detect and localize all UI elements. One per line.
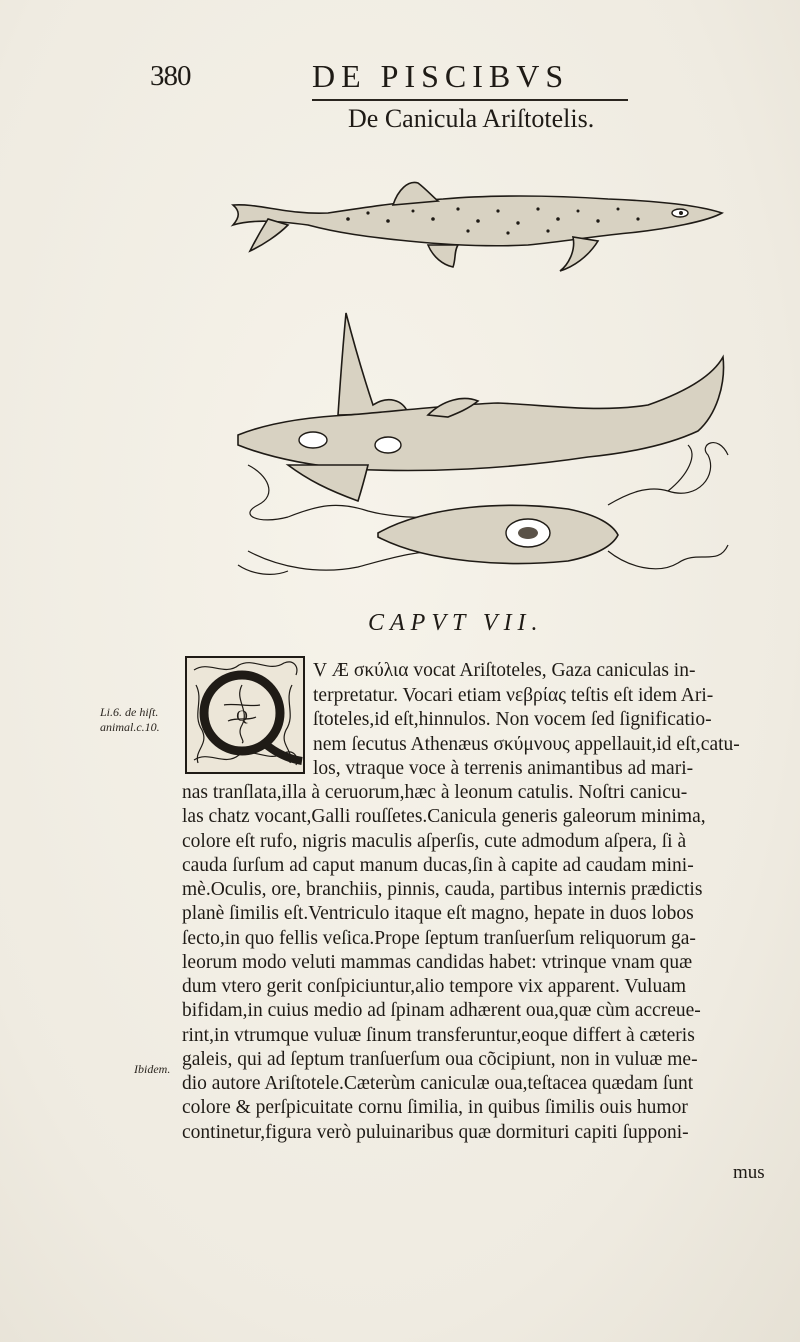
text-line: leorum modo veluti mammas candidas habet: vtrinque vnam quæ bbox=[182, 952, 693, 973]
dogfish-woodcut-icon bbox=[228, 175, 728, 280]
running-head: DE PISCIBVS bbox=[312, 58, 570, 94]
text-line: nas tranſlata,illa à ceruorum,hæc à leonum catulis. Noſtri canicu- bbox=[182, 782, 688, 803]
chapter-heading: CAPVT VII. bbox=[368, 610, 544, 636]
text-line: los, vtraque voce à terrenis animantibus ad mari- bbox=[313, 758, 694, 779]
catchword: mus bbox=[733, 1162, 765, 1183]
text-line: colore & perſpicuitate cornu ſimilia, in quibus ſimilis ouis humor bbox=[182, 1097, 688, 1118]
text-line: nem ſecutus Athenæus σκύμνους appellauit,id eſt,catu- bbox=[313, 734, 740, 755]
text-line: cauda ſurſum ad caput manum ducas,ſin à capite ad caudam mini- bbox=[182, 855, 694, 876]
decorated-initial-icon bbox=[184, 655, 306, 775]
text-line: bifidam,in cuius medio ad ſpinam adhærent oua,quæ cùm accreue- bbox=[182, 1000, 701, 1021]
text-line: las chatz vocant,Galli rouſſetes.Canicula generis galeorum minima, bbox=[182, 806, 706, 827]
text-line: continetur,figura verò puluinaribus quæ dormituri capiti ſupponi- bbox=[182, 1122, 689, 1143]
shark-with-egg-case-woodcut-icon bbox=[228, 305, 733, 605]
text-line: planè ſimilis eſt.Ventriculo itaque eſt magno, hepate in duos lobos bbox=[182, 903, 694, 924]
text-line: galeis, qui ad ſeptum tranſuerſum oua cõcipiunt, non in vuluæ me- bbox=[182, 1049, 698, 1070]
text-line: colore eſt rufo, nigris maculis aſperſis, cute admodum aſpera, ſi à bbox=[182, 831, 687, 852]
margin-note: Li.6. de hiſt. animal.c.10. bbox=[100, 705, 160, 734]
text-line: rint,in vtrumque vuluæ ſinum transferuntur,eoque differt à cæteris bbox=[182, 1025, 695, 1046]
section-title: De Canicula Ariſtotelis. bbox=[348, 104, 595, 133]
text-line: dio autore Ariſtotele.Cæterùm caniculæ oua,teſtacea quædam ſunt bbox=[182, 1073, 694, 1094]
page-number: 380 bbox=[150, 60, 191, 92]
header-rule bbox=[312, 99, 628, 101]
margin-note: Ibidem. bbox=[134, 1062, 171, 1076]
text-line: dum vtero gerit conſpiciuntur,alio tempore vix apparent. Vuluam bbox=[182, 976, 687, 997]
text-line: ſtoteles,id eſt,hinnulos. Non vocem ſed ſignificatio- bbox=[313, 709, 712, 730]
text-line: mè.Oculis, ore, branchiis, pinnis, cauda, partibus internis prædictis bbox=[182, 879, 703, 900]
initial-letter: Q bbox=[236, 708, 248, 725]
text-line: ſecto,in quo fellis veſica.Prope ſeptum tranſuerſum reliquorum ga- bbox=[182, 928, 696, 949]
text-line: terpretatur. Vocari etiam νεβρίας teſtis eſt idem Ari- bbox=[313, 685, 714, 706]
text-line: V Æ σκύλια vocat Ariſtoteles, Gaza caniculas in- bbox=[313, 660, 696, 681]
